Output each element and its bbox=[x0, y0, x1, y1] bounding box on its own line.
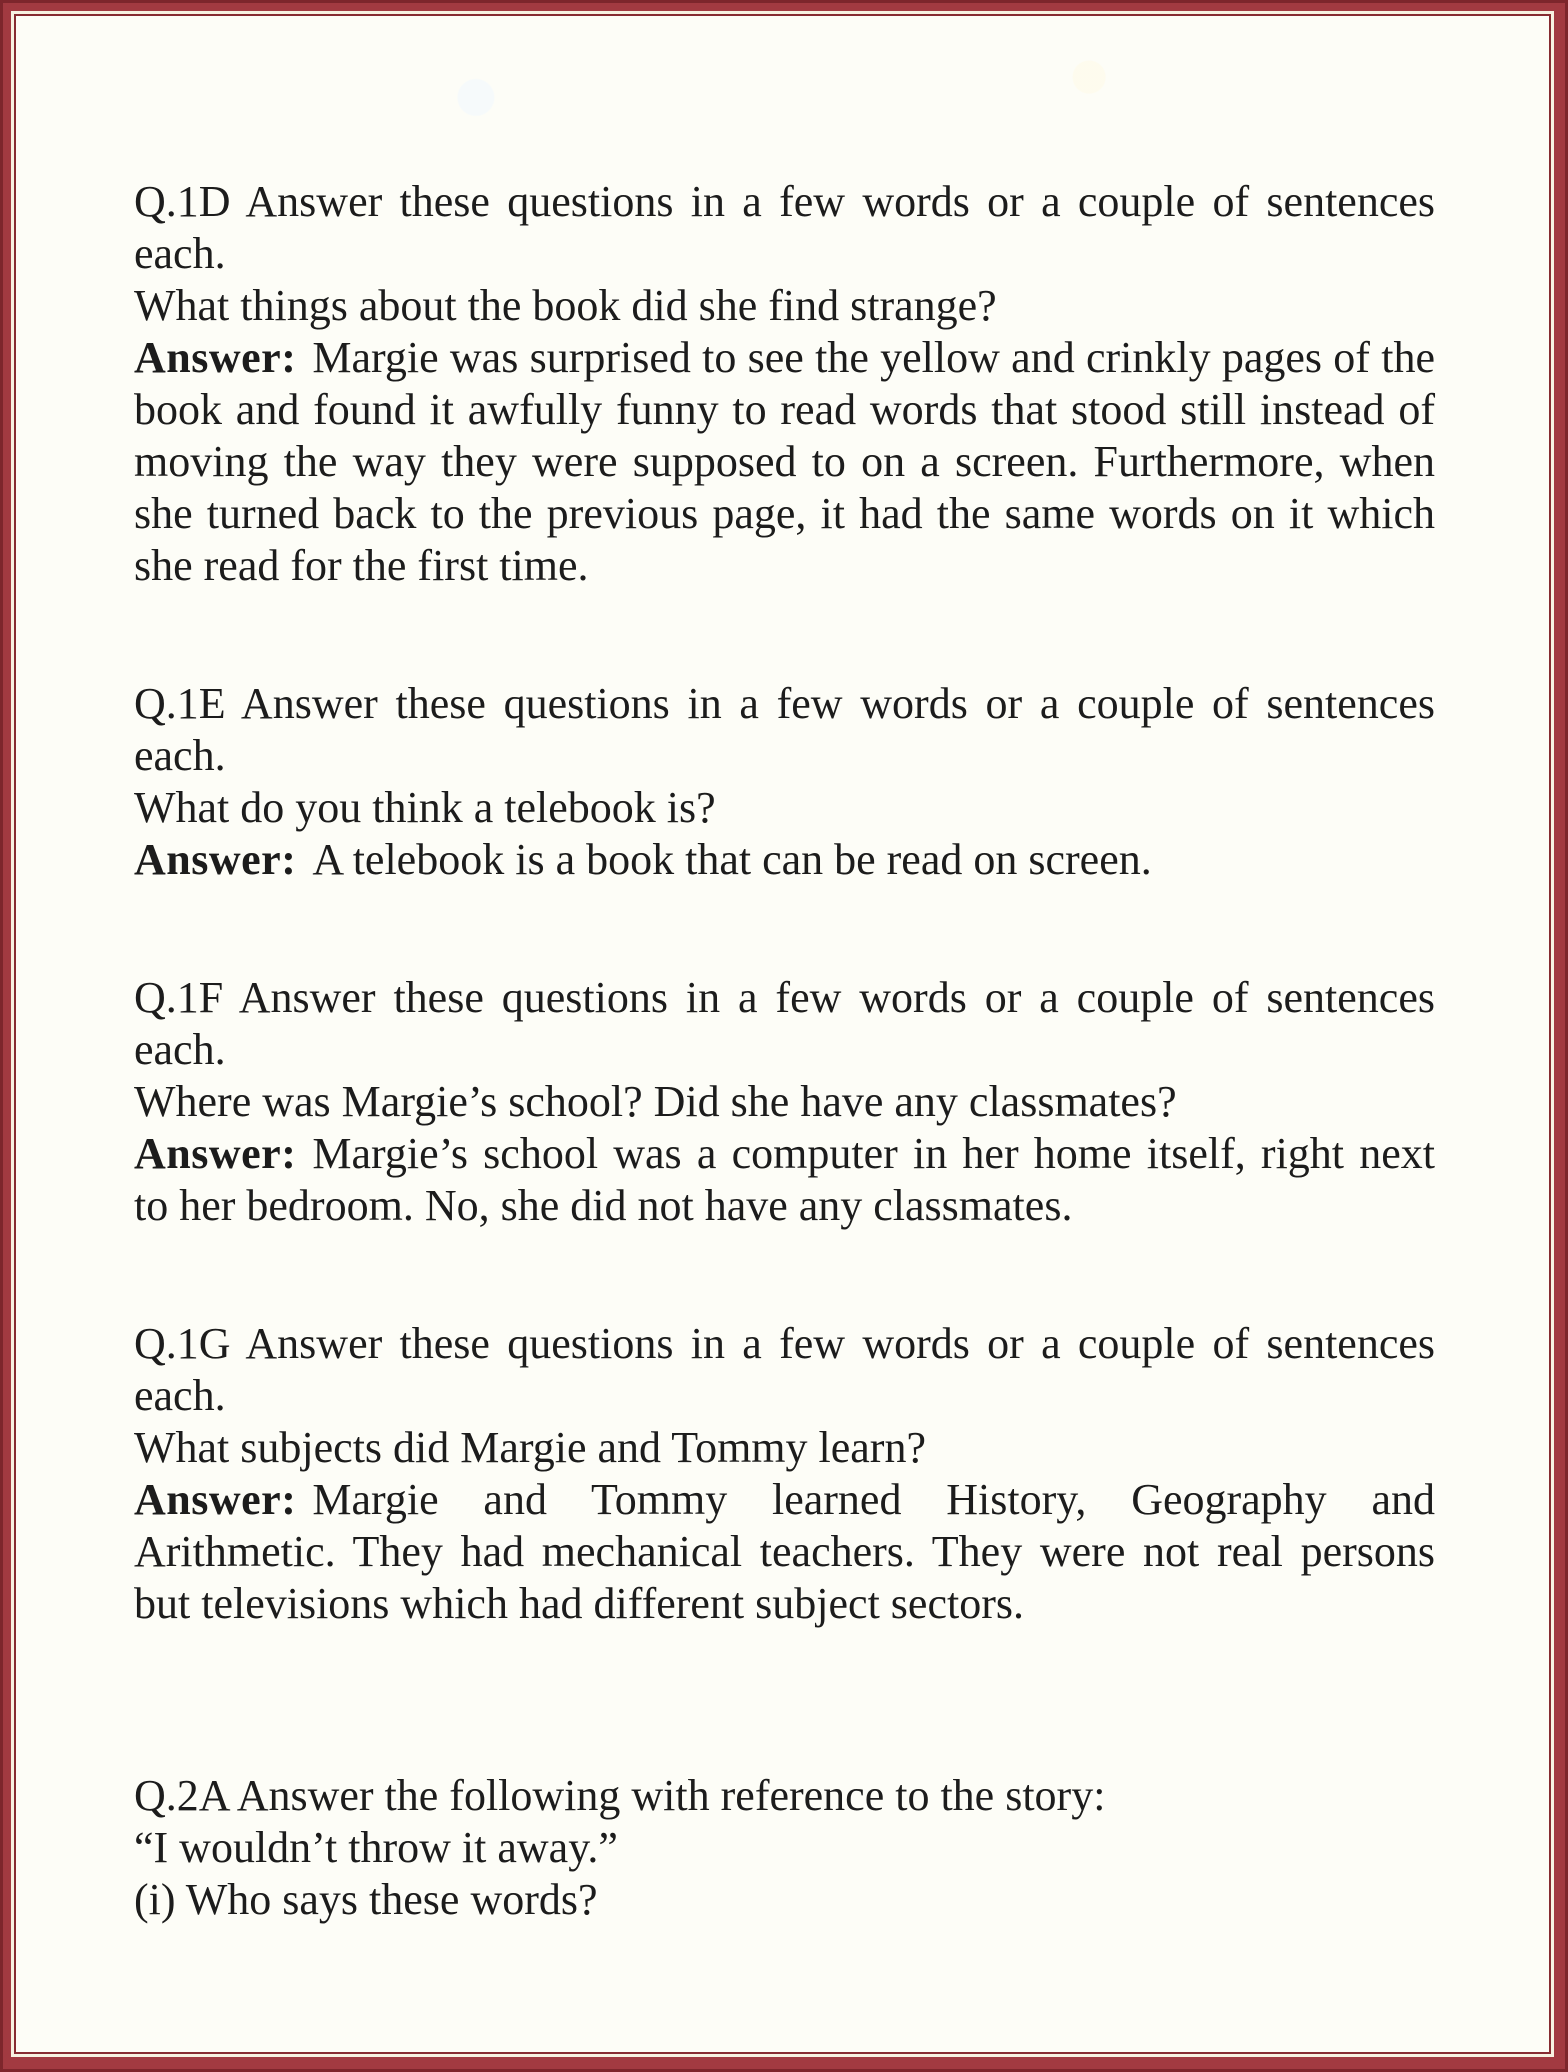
sub-question: (i) Who says these words? bbox=[134, 1875, 598, 1924]
document-page bbox=[16, 16, 1549, 2052]
answer-text: Margie and Tommy learned History, Geography and Arithmetic. They had mechanical teachers. They were not real persons but televisions which had different subject sectors. bbox=[134, 1475, 1435, 1628]
frame-inner-rule bbox=[14, 14, 1551, 2054]
answer-text: Margie’s school was a computer in her home itself, right next to her bedroom. No, she did not have any classmates. bbox=[134, 1129, 1435, 1230]
answer-text: Margie was surprised to see the yellow and crinkly pages of the book and found it awfully funny to read words that stood still instead of moving the way they were supposed to on a screen. Furthermore, when she turned back to the previous page, it had the same words on it which she read for the first time. bbox=[134, 333, 1435, 590]
qa-section-q1d bbox=[134, 176, 1435, 592]
answer-paragraph bbox=[134, 1474, 1435, 1630]
section-heading: Q.2A Answer the following with reference to the story: bbox=[134, 1771, 1106, 1820]
section-heading: Q.1E Answer these questions in a few words or a couple of sentences each. bbox=[134, 679, 1435, 780]
answer-label: Answer: bbox=[134, 1475, 297, 1524]
qa-section-q1f bbox=[134, 972, 1435, 1232]
quote-line: “I wouldn’t throw it away.” bbox=[134, 1823, 618, 1872]
answer-label: Answer: bbox=[134, 835, 297, 884]
frame-red-band bbox=[3, 3, 1565, 2069]
section-heading: Q.1F Answer these questions in a few words or a couple of sentences each. bbox=[134, 973, 1435, 1074]
answer-label: Answer: bbox=[134, 333, 297, 382]
qa-section-q1e bbox=[134, 678, 1435, 886]
answer-text: A telebook is a book that can be read on screen. bbox=[312, 835, 1152, 884]
answer-paragraph bbox=[134, 332, 1435, 592]
answer-paragraph bbox=[134, 1128, 1435, 1232]
answer-paragraph bbox=[134, 834, 1435, 886]
frame-cream-line bbox=[11, 11, 1554, 2057]
qa-section-q1g bbox=[134, 1318, 1435, 1630]
question-text: What things about the book did she find strange? bbox=[134, 281, 997, 330]
answer-label: Answer: bbox=[134, 1129, 297, 1178]
section-heading: Q.1D Answer these questions in a few words or a couple of sentences each. bbox=[134, 177, 1435, 278]
qa-section-q2a bbox=[134, 1770, 1435, 1926]
question-text: What do you think a telebook is? bbox=[134, 783, 716, 832]
question-text: What subjects did Margie and Tommy learn? bbox=[134, 1423, 926, 1472]
question-text: Where was Margie’s school? Did she have any classmates? bbox=[134, 1077, 1177, 1126]
section-heading: Q.1G Answer these questions in a few words or a couple of sentences each. bbox=[134, 1319, 1435, 1420]
